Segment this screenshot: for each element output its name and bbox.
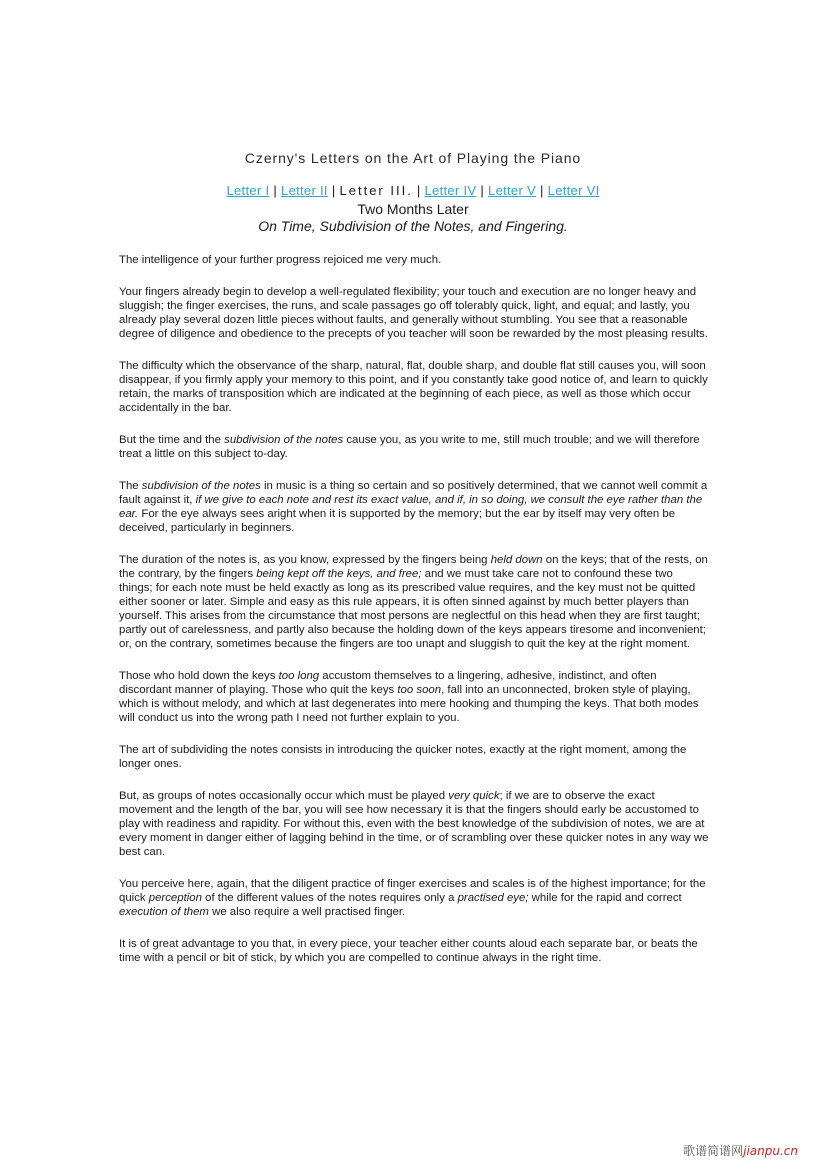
emphasized-text: being kept off the keys, and free; <box>256 568 422 580</box>
nav-link-letter-2[interactable]: Letter II <box>281 183 328 198</box>
emphasized-text: held down <box>490 554 543 566</box>
text-run: The duration of the notes is, as you know, expressed by the fingers being <box>119 554 491 566</box>
emphasized-text: very quick <box>448 790 500 802</box>
paragraph <box>119 789 709 859</box>
text-run: in music is a thing so certain and so positively determined, that we cannot well commit a fault against it, <box>119 480 708 506</box>
emphasized-text: too soon <box>397 684 442 696</box>
text-run: while for the rapid and correct <box>528 892 682 904</box>
nav-link-letter-1[interactable]: Letter I <box>226 183 270 198</box>
paragraph <box>119 669 709 725</box>
text-run: ; if we are to observe the exact movement and the length of the bar, you will see how necessary it is that the fingers should early be accustomed to play with readiness and rapidity. For without this, even with the best knowledge of the subdivision of notes, we are at every moment in danger either of lagging behind in the time, or of scrambling over these quicker notes in any way we best can. <box>119 790 709 858</box>
letter-subtitle: Two Months Later <box>357 201 469 217</box>
nav-separator: | <box>416 183 421 198</box>
text-run: Your fingers already begin to develop a well-regulated flexibility; your touch and execution are no longer heavy and sluggish; the finger exercises, the runs, and scale passages go off tolerably quick, light, and equal; and lastly, you already play several dozen little pieces without faults, and generally without stumbling. You see that a reasonable degree of diligence and obedience to the precepts of you teacher will soon be rewarded by the most pleasing results. <box>119 286 708 340</box>
emphasized-text: execution of them <box>119 906 209 918</box>
text-run: The difficulty which the observance of the sharp, natural, flat, double sharp, and double flat still causes you, will soon disappear, if you firmly apply your memory to this point, and if you constantly take good notice of, and learn to quickly retain, the marks of transposition which are indicated at the beginning of each piece, as well as those which occur accidentally in the bar. <box>119 360 708 414</box>
paragraph <box>119 285 709 341</box>
paragraph <box>119 253 709 267</box>
site-watermark <box>683 1142 798 1159</box>
text-run: The <box>119 480 142 492</box>
text-run: cause you, as you write to me, still much trouble; and we will therefore treat a little on this subject to-day. <box>119 434 700 460</box>
text-run: accustom themselves to a lingering, adhesive, indistinct, and often discordant manner of playing. Those who quit the keys <box>119 670 657 696</box>
paragraph <box>119 937 709 965</box>
text-run: of the different values of the notes requires only a <box>201 892 458 904</box>
page-title: Czerny's Letters on the Art of Playing the Piano <box>244 150 582 166</box>
nav-separator: | <box>273 183 278 198</box>
nav-link-letter-6[interactable]: Letter VI <box>547 183 600 198</box>
emphasized-text: if we give to each note and rest its exact value, and if, in so doing, we consult the eye rather than the ear. <box>119 494 703 520</box>
text-run: For the eye always sees aright when it is supported by the memory; but the ear by itself may very often be deceived, particularly in beginners. <box>119 508 676 534</box>
text-run: But, as groups of notes occasionally occur which must be played <box>119 790 449 802</box>
emphasized-text: subdivision of the notes <box>224 434 344 446</box>
paragraph <box>119 359 709 415</box>
emphasized-text: subdivision of the notes <box>141 480 261 492</box>
nav-separator: | <box>331 183 336 198</box>
nav-separator: | <box>539 183 544 198</box>
text-run: You perceive here, again, that the diligent practice of finger exercises and scales is of the highest importance; for the quick <box>119 878 706 904</box>
nav-link-letter-4[interactable]: Letter IV <box>424 183 477 198</box>
nav-current-letter-3: Letter III. <box>339 183 413 198</box>
text-run: , fall into an unconnected, broken style of playing, which is without melody, and which at last degenerates into mere hooking and thumping the keys. That both modes will conduct us into the wrong path I need not further explain to you. <box>119 684 699 724</box>
text-run: on the keys; that of the rests, on the contrary, by the fingers <box>119 554 708 580</box>
nav-link-letter-5[interactable]: Letter V <box>488 183 536 198</box>
watermark-domain: jianpu.cn <box>743 1144 798 1158</box>
text-run: But the time and the <box>119 434 225 446</box>
paragraph <box>119 479 709 535</box>
paragraph <box>119 877 709 919</box>
paragraph <box>119 743 709 771</box>
chapter-heading: On Time, Subdivision of the Notes, and Fingering. <box>258 218 568 234</box>
paragraph <box>119 433 709 461</box>
letter-navigation <box>0 183 826 198</box>
emphasized-text: practised eye; <box>457 892 529 904</box>
text-run: Those who hold down the keys <box>119 670 279 682</box>
text-run: The art of subdividing the notes consists in introducing the quicker notes, exactly at the right moment, among the longer ones. <box>119 744 687 770</box>
text-run: we also require a well practised finger. <box>208 906 406 918</box>
letter-body <box>119 253 709 983</box>
watermark-site-name: 歌谱简谱网 <box>683 1144 744 1158</box>
text-run: The intelligence of your further progress rejoiced me very much. <box>119 254 442 266</box>
text-run: It is of great advantage to you that, in every piece, your teacher either counts aloud each separate bar, or beats the time with a pencil or bit of stick, by which you are compelled to continue always in the right time. <box>119 938 698 964</box>
nav-separator: | <box>480 183 485 198</box>
emphasized-text: perception <box>148 892 202 904</box>
paragraph <box>119 553 709 651</box>
emphasized-text: too long <box>278 670 320 682</box>
text-run: and we must take care not to confound these two things; for each note must be held exactly as long as its prescribed value requires, and the key must not be quitted either sooner or later. Simple and easy as this rule appears, it is often sinned against by much better players than yourself. This arises from the circumstance that most persons are neglectful on this head when they are first taught; partly out of carelessness, and partly also because the holding down of the keys appears tiresome and inconvenient; or, on the contrary, sometimes because the fingers are too unapt and sluggish to quit the key at the right moment. <box>119 568 706 650</box>
